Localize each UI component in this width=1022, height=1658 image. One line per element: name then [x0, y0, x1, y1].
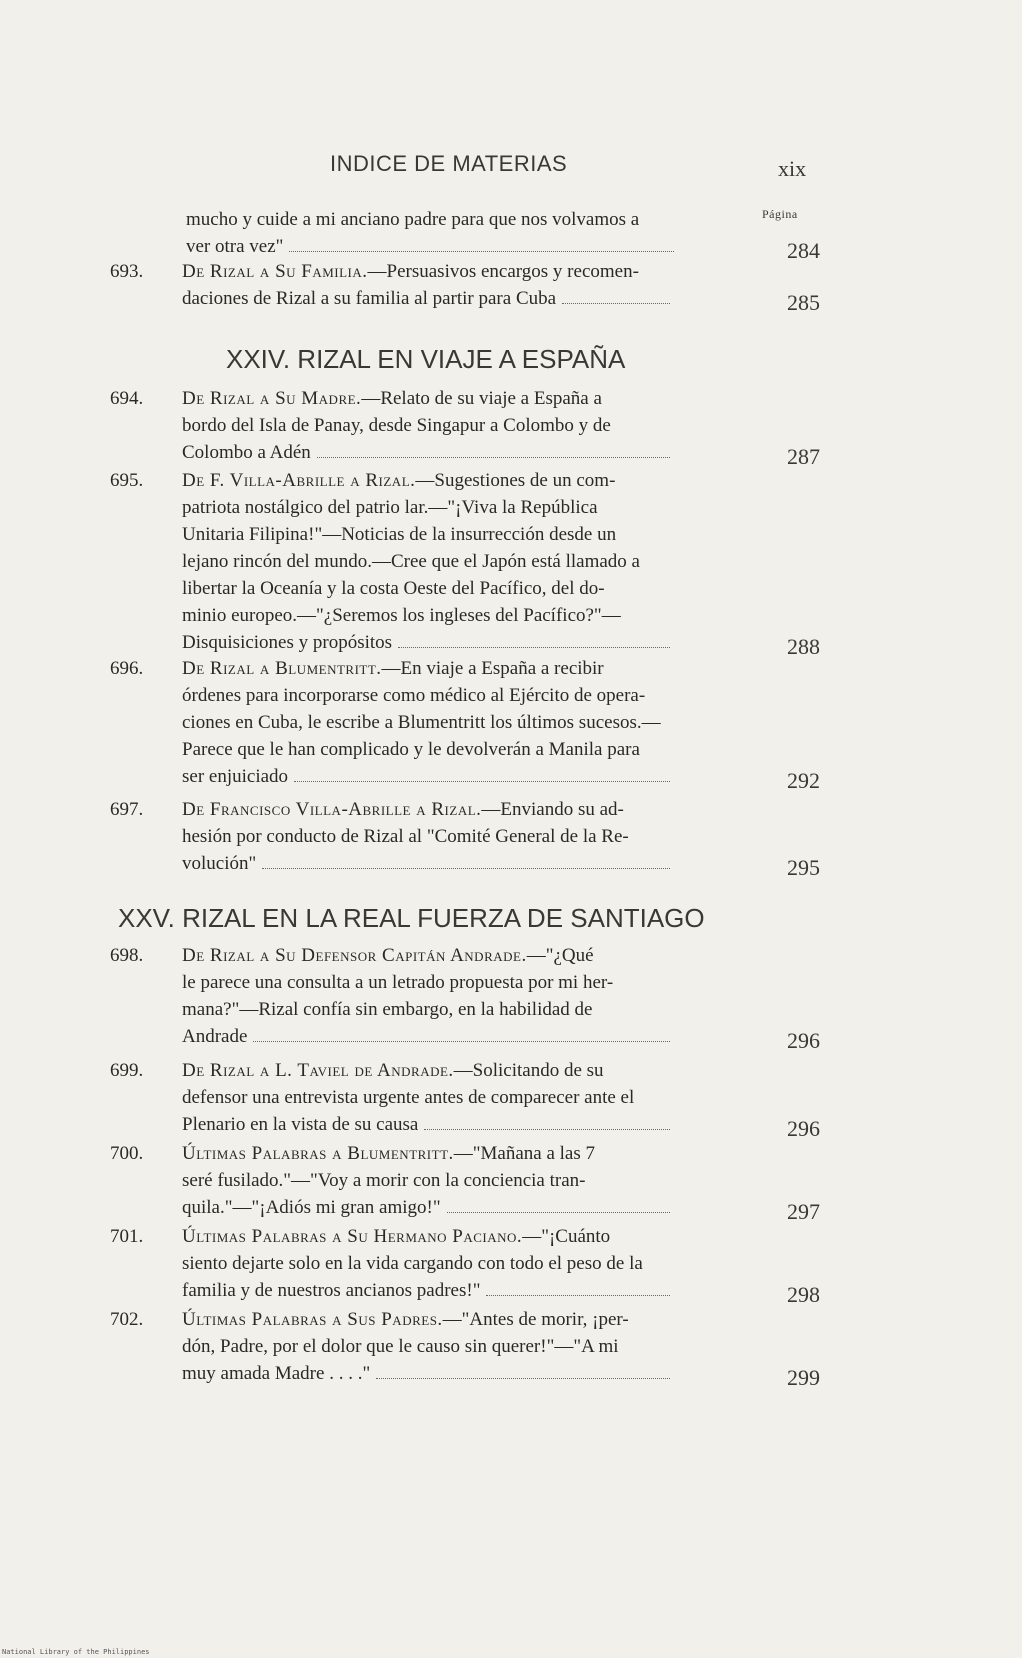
entry-text: lejano rincón del mundo.—Cree que el Japón está llamado a	[182, 551, 640, 572]
entry-line	[182, 736, 734, 763]
entry-line	[182, 1057, 734, 1084]
toc-entry	[110, 1140, 820, 1224]
dot-leader	[398, 647, 670, 648]
entry-number: 695.	[110, 470, 144, 491]
entry-text: daciones de Rizal a su familia al partir para Cuba	[182, 288, 557, 309]
toc-entry	[110, 467, 820, 659]
entry-line	[182, 969, 734, 996]
entry-number: 701.	[110, 1226, 144, 1247]
toc-entry	[110, 258, 820, 315]
entry-number: 699.	[110, 1060, 144, 1081]
entry-line	[182, 1223, 734, 1250]
entry-line	[182, 709, 734, 736]
entry-page-number: 298	[787, 1282, 820, 1307]
section-heading: XXIV. RIZAL EN VIAJE A ESPAÑA	[226, 344, 626, 374]
entry-page-number: 299	[787, 1365, 820, 1390]
entry-line	[182, 602, 734, 629]
entry-number: 702.	[110, 1309, 144, 1330]
entry-line	[182, 494, 734, 521]
page-number: xix	[778, 156, 807, 181]
entry-line	[182, 467, 734, 494]
entry-text: —Persuasivos encargos y recomen-	[367, 261, 639, 282]
entry-text: familia y de nuestros ancianos padres!"	[182, 1280, 481, 1301]
entry-text: quila."—"¡Adiós mi gran amigo!"	[182, 1197, 441, 1218]
entry-line	[182, 1194, 734, 1221]
entry-line	[182, 655, 734, 682]
dot-leader	[424, 1129, 670, 1130]
entry-heading: Últimas Palabras a Sus Padres.	[182, 1309, 443, 1330]
dot-leader	[317, 457, 670, 458]
toc-entry	[110, 206, 820, 263]
entry-line	[182, 258, 734, 285]
entry-line	[186, 233, 738, 260]
entry-number: 696.	[110, 658, 144, 679]
entry-body	[182, 1223, 734, 1304]
toc-entry	[110, 1057, 820, 1141]
entry-body	[182, 1140, 734, 1221]
entry-text: bordo del Isla de Panay, desde Singapur a Colombo y de	[182, 415, 611, 436]
entry-line	[182, 412, 734, 439]
entry-text: —"¿Qué	[526, 945, 594, 966]
entry-line	[182, 385, 734, 412]
entry-text: —En viaje a España a recibir	[381, 658, 604, 679]
entry-text: patriota nostálgico del patrio lar.—"¡Viva la República	[182, 497, 598, 518]
entry-text: libertar la Oceanía y la costa Oeste del Pacífico, del do-	[182, 578, 605, 599]
footer-credit: National Library of the Philippines	[2, 1648, 150, 1656]
entry-line	[182, 1084, 734, 1111]
entry-page-number: 296	[787, 1116, 820, 1141]
entry-line	[182, 1023, 734, 1050]
entry-heading: Últimas Palabras a Blumentritt.	[182, 1143, 454, 1164]
entry-line	[182, 796, 734, 823]
entry-heading: De Rizal a Su Madre.	[182, 388, 362, 409]
entry-text: le parece una consulta a un letrado propuesta por mi her-	[182, 972, 614, 993]
running-head: INDICE DE MATERIAS	[330, 151, 568, 176]
entry-text: Parece que le han complicado y le devolverán a Manila para	[182, 739, 640, 760]
entry-text: Colombo a Adén	[182, 442, 311, 463]
entry-line	[182, 682, 734, 709]
entry-body	[182, 467, 734, 656]
toc-entry	[110, 385, 820, 469]
entry-text: órdenes para incorporarse como médico al Ejército de opera-	[182, 685, 646, 706]
entry-page-number: 284	[787, 238, 820, 263]
entry-text: —"Antes de morir, ¡per-	[442, 1309, 629, 1330]
entry-number: 700.	[110, 1143, 144, 1164]
entry-line	[182, 996, 734, 1023]
entry-text: muy amada Madre . . . ."	[182, 1363, 371, 1384]
entry-body	[186, 206, 738, 260]
toc-entry	[110, 655, 820, 793]
entry-number: 697.	[110, 799, 144, 820]
dot-leader	[253, 1041, 670, 1042]
entry-text: dón, Padre, por el dolor que le causo sin querer!"—"A mi	[182, 1336, 619, 1357]
toc-entry	[110, 1306, 820, 1390]
entry-number: 693.	[110, 261, 144, 282]
toc-entry	[110, 796, 820, 880]
entry-text: Unitaria Filipina!"—Noticias de la insurrección desde un	[182, 524, 617, 545]
entry-text: ver otra vez"	[186, 236, 284, 257]
entry-text: Disquisiciones y propósitos	[182, 632, 393, 653]
entry-text: minio europeo.—"¿Seremos los ingleses del Pacífico?"—	[182, 605, 621, 626]
entry-line	[182, 1306, 734, 1333]
entry-text: defensor una entrevista urgente antes de comparecer ante el	[182, 1087, 635, 1108]
entry-body	[182, 1306, 734, 1387]
entry-text: —Relato de su viaje a España a	[361, 388, 602, 409]
entry-line	[182, 521, 734, 548]
entry-body	[182, 258, 734, 312]
entry-line	[182, 1360, 734, 1387]
entry-page-number: 287	[787, 444, 820, 469]
entry-text: mucho y cuide a mi anciano padre para que nos volvamos a	[186, 209, 640, 230]
entry-page-number: 288	[787, 634, 820, 659]
dot-leader	[289, 251, 674, 252]
entry-text: Plenario en la vista de su causa	[182, 1114, 419, 1135]
entry-heading: De Rizal a Blumentritt.	[182, 658, 382, 679]
entry-heading: De Francisco Villa-Abrille a Rizal.	[182, 799, 482, 820]
entry-body	[182, 1057, 734, 1138]
entry-text: hesión por conducto de Rizal al "Comité General de la Re-	[182, 826, 629, 847]
dot-leader	[294, 781, 670, 782]
entry-text: —Solicitando de su	[453, 1060, 604, 1081]
entry-text: seré fusilado."—"Voy a morir con la conciencia tran-	[182, 1170, 586, 1191]
entry-page-number: 296	[787, 1028, 820, 1053]
dot-leader	[262, 868, 670, 869]
entry-line	[182, 763, 734, 790]
entry-line	[182, 575, 734, 602]
entry-line	[182, 942, 734, 969]
entry-line	[182, 285, 734, 312]
entry-line	[182, 1140, 734, 1167]
entry-page-number: 295	[787, 855, 820, 880]
toc-entry	[110, 1223, 820, 1307]
entry-text: mana?"—Rizal confía sin embargo, en la habilidad de	[182, 999, 593, 1020]
entry-text: ciones en Cuba, le escribe a Blumentritt los últimos sucesos.—	[182, 712, 661, 733]
entry-line	[182, 548, 734, 575]
entry-heading: Últimas Palabras a Su Hermano Paciano.	[182, 1226, 523, 1247]
entry-line	[186, 206, 738, 233]
entry-text: —"Mañana a las 7	[453, 1143, 596, 1164]
section-heading: XXV. RIZAL EN LA REAL FUERZA DE SANTIAGO	[118, 903, 705, 933]
entry-line	[182, 1167, 734, 1194]
entry-body	[182, 942, 734, 1050]
entry-line	[182, 1111, 734, 1138]
entry-line	[182, 629, 734, 656]
entry-text: ser enjuiciado	[182, 766, 289, 787]
entry-number: 698.	[110, 945, 144, 966]
entry-heading: De F. Villa-Abrille a Rizal.	[182, 470, 416, 491]
entry-line	[182, 1333, 734, 1360]
entry-body	[182, 796, 734, 877]
entry-text: volución"	[182, 853, 257, 874]
entry-line	[182, 1250, 734, 1277]
entry-line	[182, 823, 734, 850]
entry-text: —"¡Cuánto	[522, 1226, 611, 1247]
page-column-label: Página	[762, 207, 798, 221]
entry-page-number: 292	[787, 768, 820, 793]
entry-heading: De Rizal a L. Taviel de Andrade.	[182, 1060, 454, 1081]
entry-body	[182, 385, 734, 466]
toc-entry	[110, 942, 820, 1053]
dot-leader	[486, 1295, 670, 1296]
entry-text: —Sugestiones de un com-	[415, 470, 616, 491]
entry-line	[182, 850, 734, 877]
entry-heading: De Rizal a Su Familia.	[182, 261, 368, 282]
entry-body	[182, 655, 734, 790]
entry-heading: De Rizal a Su Defensor Capitán Andrade.	[182, 945, 527, 966]
entry-text: —Enviando su ad-	[481, 799, 624, 820]
dot-leader	[376, 1378, 670, 1379]
entry-line	[182, 439, 734, 466]
entry-number: 694.	[110, 388, 144, 409]
dot-leader	[447, 1212, 670, 1213]
entry-line	[182, 1277, 734, 1304]
dot-leader	[562, 303, 670, 304]
entry-page-number: 297	[787, 1199, 820, 1224]
entry-text: siento dejarte solo en la vida cargando con todo el peso de la	[182, 1253, 643, 1274]
entry-text: Andrade	[182, 1026, 248, 1047]
entry-page-number: 285	[787, 290, 820, 315]
